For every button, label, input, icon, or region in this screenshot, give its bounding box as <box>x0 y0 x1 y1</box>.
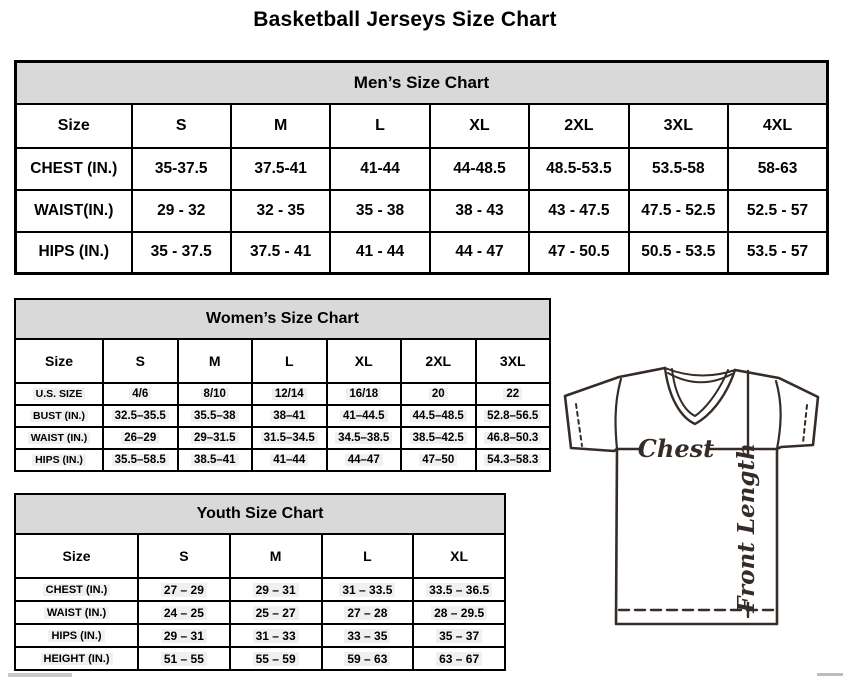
column-header: S <box>132 104 231 148</box>
front-length-label: Front Length <box>733 443 760 613</box>
row-label: HIPS (IN.) <box>16 232 132 274</box>
row-label: BUST (IN.) <box>15 405 103 427</box>
column-header: Size <box>15 339 103 383</box>
size-value-cell: 48.5-53.5 <box>529 148 628 190</box>
page-title: Basketball Jerseys Size Chart <box>253 8 557 31</box>
table-row <box>15 383 550 405</box>
size-value-cell: 32 - 35 <box>231 190 330 232</box>
size-value-cell: 37.5-41 <box>231 148 330 190</box>
collar-back-arc <box>665 368 735 376</box>
row-label: CHEST (IN.) <box>15 578 138 601</box>
size-value-cell: 33.5 – 36.5 <box>413 578 505 601</box>
size-value-cell: 31 – 33.5 <box>322 578 414 601</box>
column-header: XL <box>327 339 402 383</box>
size-value-cell: 33 – 35 <box>322 624 414 647</box>
column-header: M <box>178 339 253 383</box>
size-value-cell: 63 – 67 <box>413 647 505 670</box>
womens-size-table <box>14 298 551 472</box>
row-label: U.S. SIZE <box>15 383 103 405</box>
size-value-cell: 50.5 - 53.5 <box>629 232 728 274</box>
size-value-cell: 35 - 38 <box>330 190 429 232</box>
scrollbar-thumb-left[interactable] <box>8 673 72 677</box>
left-armhole-seam <box>616 379 621 449</box>
size-value-cell: 16/18 <box>327 383 402 405</box>
right-cuff-dashed-line <box>803 405 807 443</box>
chest-label: Chest <box>637 434 715 463</box>
size-value-cell: 47.5 - 52.5 <box>629 190 728 232</box>
size-value-cell: 27 – 28 <box>322 601 414 624</box>
size-value-cell: 43 - 47.5 <box>529 190 628 232</box>
size-value-cell: 44 - 47 <box>430 232 529 274</box>
row-label: HIPS (IN.) <box>15 449 103 471</box>
size-value-cell: 29 – 31 <box>138 624 230 647</box>
left-cuff-dashed-line <box>576 404 582 446</box>
size-value-cell: 29 - 32 <box>132 190 231 232</box>
column-header: 2XL <box>401 339 476 383</box>
row-label: WAIST (IN.) <box>15 427 103 449</box>
column-header: M <box>231 104 330 148</box>
size-value-cell: 35 - 37.5 <box>132 232 231 274</box>
size-value-cell: 22 <box>476 383 551 405</box>
table-row <box>15 647 505 670</box>
size-value-cell: 44–47 <box>327 449 402 471</box>
mens-size-table <box>14 60 829 275</box>
size-value-cell: 31 – 33 <box>230 624 322 647</box>
column-header: M <box>230 534 322 578</box>
size-value-cell: 37.5 - 41 <box>231 232 330 274</box>
scrollbar-thumb-right[interactable] <box>817 673 843 676</box>
size-value-cell: 20 <box>401 383 476 405</box>
column-header: S <box>103 339 178 383</box>
column-header: L <box>330 104 429 148</box>
column-header: XL <box>413 534 505 578</box>
size-value-cell: 26–29 <box>103 427 178 449</box>
table-row <box>16 232 828 274</box>
table-row <box>15 624 505 647</box>
size-value-cell: 46.8–50.3 <box>476 427 551 449</box>
column-header: 2XL <box>529 104 628 148</box>
table-row <box>15 405 550 427</box>
row-label: HIPS (IN.) <box>15 624 138 647</box>
size-value-cell: 38.5–42.5 <box>401 427 476 449</box>
size-value-cell: 47–50 <box>401 449 476 471</box>
column-header: 4XL <box>728 104 827 148</box>
table-row <box>15 449 550 471</box>
size-value-cell: 35 – 37 <box>413 624 505 647</box>
column-header: L <box>252 339 327 383</box>
row-label: CHEST (IN.) <box>16 148 132 190</box>
column-header: S <box>138 534 230 578</box>
table-title: Women’s Size Chart <box>15 299 550 339</box>
size-value-cell: 25 – 27 <box>230 601 322 624</box>
size-value-cell: 44.5–48.5 <box>401 405 476 427</box>
size-value-cell: 54.3–58.3 <box>476 449 551 471</box>
row-label: WAIST(IN.) <box>16 190 132 232</box>
table-row <box>15 427 550 449</box>
table-row <box>16 148 828 190</box>
size-value-cell: 32.5–35.5 <box>103 405 178 427</box>
size-value-cell: 51 – 55 <box>138 647 230 670</box>
size-value-cell: 12/14 <box>252 383 327 405</box>
size-value-cell: 24 – 25 <box>138 601 230 624</box>
column-header: 3XL <box>629 104 728 148</box>
size-value-cell: 4/6 <box>103 383 178 405</box>
size-value-cell: 41 - 44 <box>330 232 429 274</box>
size-value-cell: 53.5-58 <box>629 148 728 190</box>
size-value-cell: 27 – 29 <box>138 578 230 601</box>
right-armhole-seam <box>776 381 781 449</box>
size-value-cell: 35-37.5 <box>132 148 231 190</box>
size-value-cell: 8/10 <box>178 383 253 405</box>
size-value-cell: 41–44.5 <box>327 405 402 427</box>
size-value-cell: 35.5–38 <box>178 405 253 427</box>
size-value-cell: 35.5–58.5 <box>103 449 178 471</box>
size-value-cell: 58-63 <box>728 148 827 190</box>
size-value-cell: 52.8–56.5 <box>476 405 551 427</box>
row-label: HEIGHT (IN.) <box>15 647 138 670</box>
column-header: XL <box>430 104 529 148</box>
size-value-cell: 41-44 <box>330 148 429 190</box>
size-value-cell: 29–31.5 <box>178 427 253 449</box>
size-value-cell: 31.5–34.5 <box>252 427 327 449</box>
column-header: 3XL <box>476 339 551 383</box>
table-title: Men’s Size Chart <box>16 62 828 104</box>
column-header: Size <box>16 104 132 148</box>
table-row <box>16 190 828 232</box>
table-title: Youth Size Chart <box>15 494 505 534</box>
jersey-diagram <box>555 358 840 630</box>
size-value-cell: 34.5–38.5 <box>327 427 402 449</box>
size-value-cell: 29 – 31 <box>230 578 322 601</box>
row-label: WAIST (IN.) <box>15 601 138 624</box>
column-header: Size <box>15 534 138 578</box>
size-value-cell: 47 - 50.5 <box>529 232 628 274</box>
size-value-cell: 53.5 - 57 <box>728 232 827 274</box>
column-header: L <box>322 534 414 578</box>
size-value-cell: 55 – 59 <box>230 647 322 670</box>
size-value-cell: 38–41 <box>252 405 327 427</box>
size-value-cell: 41–44 <box>252 449 327 471</box>
table-row <box>15 578 505 601</box>
size-value-cell: 59 – 63 <box>322 647 414 670</box>
size-value-cell: 28 – 29.5 <box>413 601 505 624</box>
size-value-cell: 38 - 43 <box>430 190 529 232</box>
size-value-cell: 44-48.5 <box>430 148 529 190</box>
table-row <box>15 601 505 624</box>
youth-size-table <box>14 493 506 671</box>
size-value-cell: 38.5–41 <box>178 449 253 471</box>
size-value-cell: 52.5 - 57 <box>728 190 827 232</box>
